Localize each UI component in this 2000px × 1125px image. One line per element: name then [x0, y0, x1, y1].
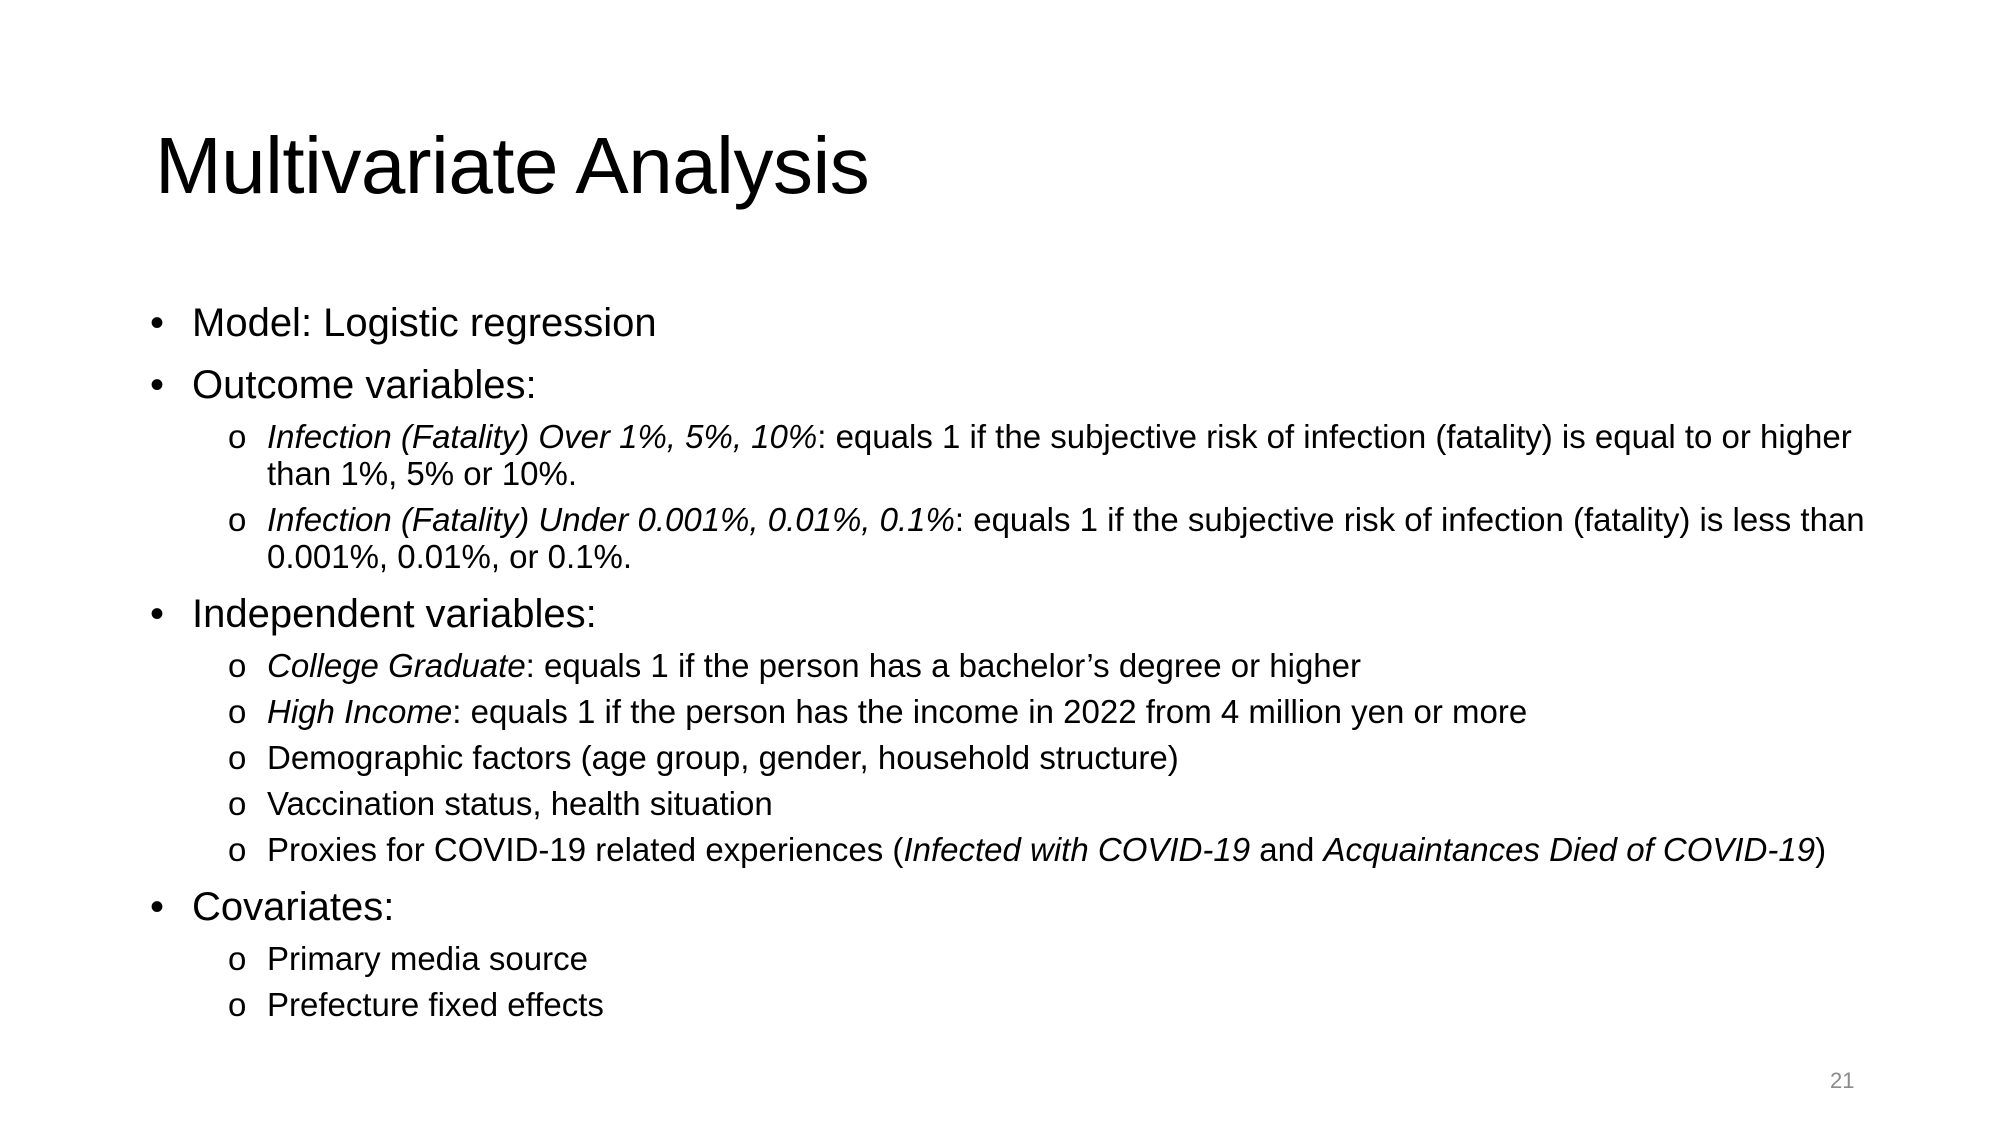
bullet-independent-heading: Independent variables: — [192, 592, 597, 636]
prefecture-text: Prefecture fixed effects — [267, 986, 604, 1023]
independent-item-proxies — [150, 831, 1870, 868]
bullet-dot: • — [150, 885, 165, 929]
vaccination-text: Vaccination status, health situation — [267, 785, 773, 822]
income-text: : equals 1 if the person has the income in 2022 from 4 million yen or more — [452, 693, 1528, 730]
bullet-outcome-heading: Outcome variables: — [192, 363, 537, 407]
college-text: : equals 1 if the person has a bachelor’s degree or higher — [525, 647, 1362, 684]
sub-bullet: o — [228, 739, 247, 776]
income-term: High Income — [267, 693, 453, 730]
college-term: College Graduate — [267, 647, 526, 684]
proxies-text-after: ) — [1815, 831, 1827, 868]
sub-bullet: o — [228, 986, 247, 1023]
independent-item-demographic — [150, 739, 1870, 776]
independent-item-college — [150, 647, 1870, 684]
slide-title: Multivariate Analysis — [155, 121, 870, 210]
bullet-independent-variables — [150, 591, 1870, 637]
independent-sublist — [150, 647, 1870, 868]
bullet-dot: • — [150, 301, 165, 345]
outcome-under-term: Infection (Fatality) Under 0.001%, 0.01%, 0.1% — [267, 501, 955, 538]
outcome-sublist — [150, 418, 1870, 575]
proxies-text-mid: and — [1250, 831, 1324, 868]
sub-bullet: o — [228, 693, 247, 730]
outcome-item-over — [150, 418, 1870, 492]
demographic-text: Demographic factors (age group, gender, household structure) — [267, 739, 1179, 776]
sub-bullet: o — [228, 831, 247, 868]
outcome-over-term: Infection (Fatality) Over 1%, 5%, 10% — [267, 418, 818, 455]
independent-item-income — [150, 693, 1870, 730]
independent-item-vaccination — [150, 785, 1870, 822]
sub-bullet: o — [228, 501, 247, 538]
slide-body — [150, 300, 1870, 1023]
bullet-covariates-heading: Covariates: — [192, 885, 395, 929]
media-text: Primary media source — [267, 940, 588, 977]
proxies-text-before: Proxies for COVID-19 related experiences ( — [267, 831, 904, 868]
covariates-item-prefecture — [150, 986, 1870, 1023]
bullet-dot: • — [150, 363, 165, 407]
bullet-outcome-variables — [150, 362, 1870, 408]
covariates-sublist — [150, 940, 1870, 1023]
proxies-term-infected: Infected with COVID-19 — [903, 831, 1251, 868]
page-number: 21 — [1830, 1068, 1855, 1093]
outcome-under-text: : equals 1 if the subjective risk of infection (fatality) is less than 0.001%, 0.01%, or 0.1%. — [267, 501, 1865, 575]
outcome-over-text: : equals 1 if the subjective risk of infection (fatality) is equal to or higher than 1%, 5% or 10%. — [267, 418, 1852, 492]
sub-bullet: o — [228, 418, 247, 455]
bullet-covariates — [150, 884, 1870, 930]
bullet-dot: • — [150, 592, 165, 636]
sub-bullet: o — [228, 647, 247, 684]
covariates-item-media — [150, 940, 1870, 977]
proxies-term-died: Acquaintances Died of COVID-19 — [1323, 831, 1816, 868]
bullet-model — [150, 300, 1870, 346]
bullet-model-text: Model: Logistic regression — [192, 301, 657, 345]
outcome-item-under — [150, 501, 1870, 575]
sub-bullet: o — [228, 940, 247, 977]
sub-bullet: o — [228, 785, 247, 822]
